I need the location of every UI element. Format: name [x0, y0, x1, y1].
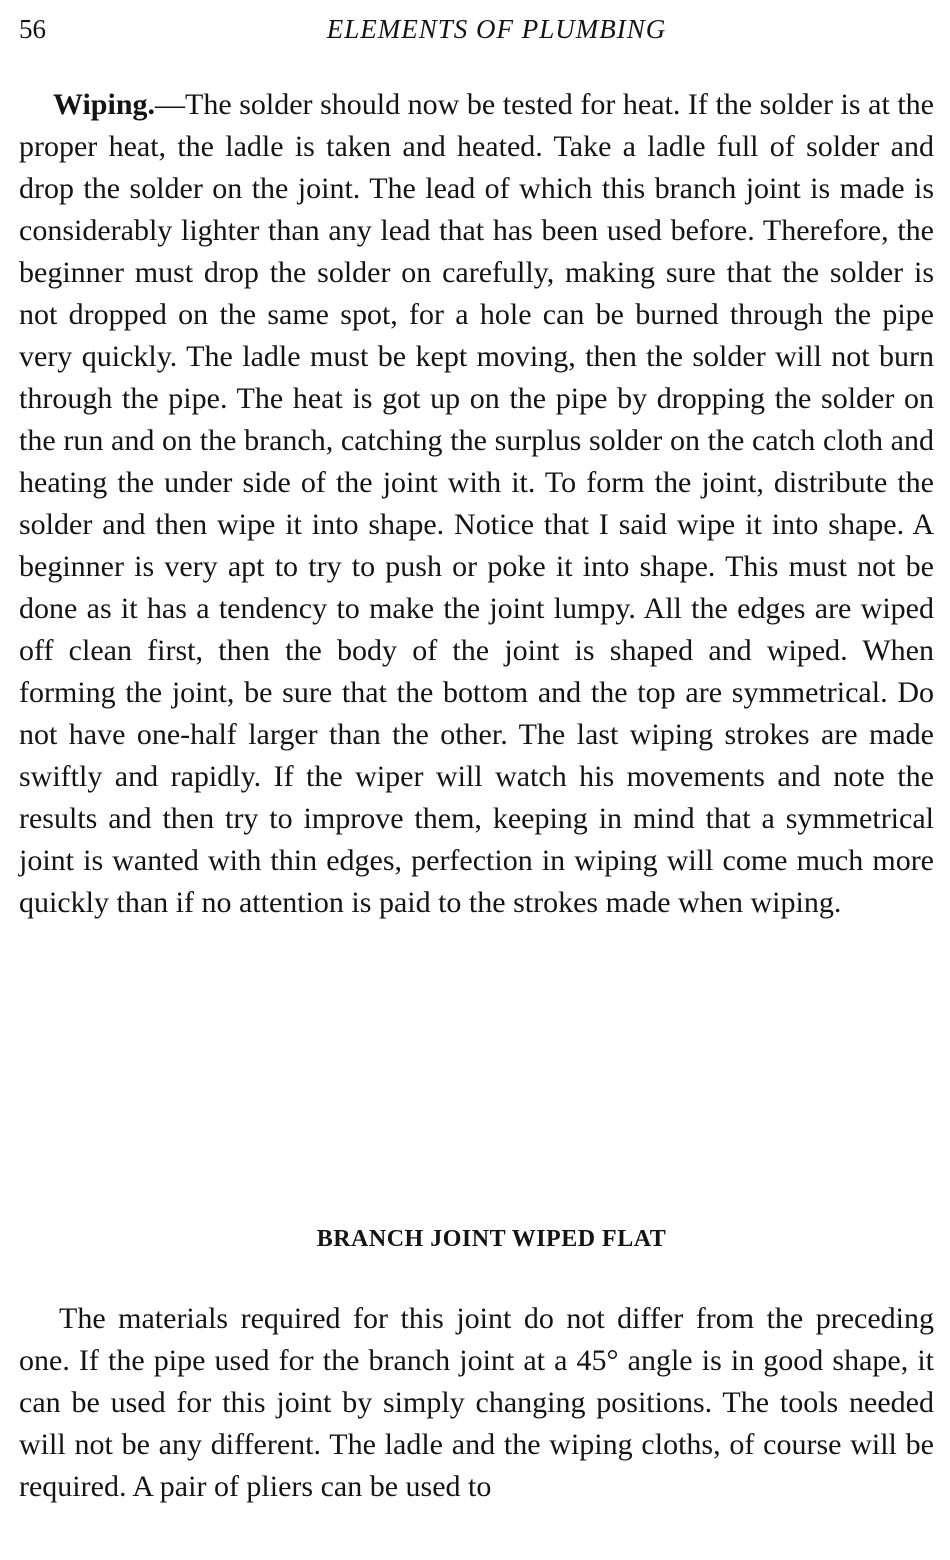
paragraph-wiping-text: —The solder should now be tested for heat. If the solder is at the proper heat, the ladle is taken and heated. Take a ladle full of solder and drop the solder on the joint. The lead of which this branch joint is made is considerably lighter than any lead that has been used before. Therefore, the beginner must drop the solder on carefully, making sure that the solder is not dropped on the same spot, for a hole can be burned through the pipe very quickly. The ladle must be kept moving, then the solder will not burn through the pipe. The heat is got up on the pipe by dropping the solder on the run and on the branch, catching the surplus solder on the catch cloth and heating the under side of the joint with it. To form the joint, distribute the solder and then wipe it into shape. Notice that I said wipe it into shape. A beginner is very apt to try to push or poke it into shape. This must not be done as it has a tendency to make the joint lumpy. All the edges are wiped off clean first, then the body of the joint is shaped and wiped. When forming the joint, be sure that the bottom and the top are symmetrical. Do not have one-half larger than the other. The last wiping strokes are made swiftly and rapidly. If the wiper will watch his movements and note the results and then try to improve them, keeping in mind that a symmetrical joint is wanted with thin edges, perfection in wiping will come much more quickly than if no attention is paid to the strokes made when wiping.	[19, 88, 934, 919]
paragraph-wiping	[19, 84, 934, 924]
running-head	[19, 14, 934, 48]
section-heading-branch-joint-wiped-flat: BRANCH JOINT WIPED FLAT	[316, 1226, 667, 1252]
running-title: ELEMENTS OF PLUMBING	[326, 14, 667, 44]
paragraph-branch-joint-materials: The materials required for this joint do not differ from the preceding one. If the pipe used for the branch joint at a 45° angle is in good shape, it can be used for this joint by simply changing positions. The tools needed will not be any different. The ladle and the wiping cloths, of course will be required. A pair of pliers can be used to	[19, 1302, 934, 1503]
page-number: 56	[19, 14, 46, 44]
book-page	[19, 0, 934, 1560]
run-in-heading-wiping: Wiping.	[53, 88, 155, 121]
